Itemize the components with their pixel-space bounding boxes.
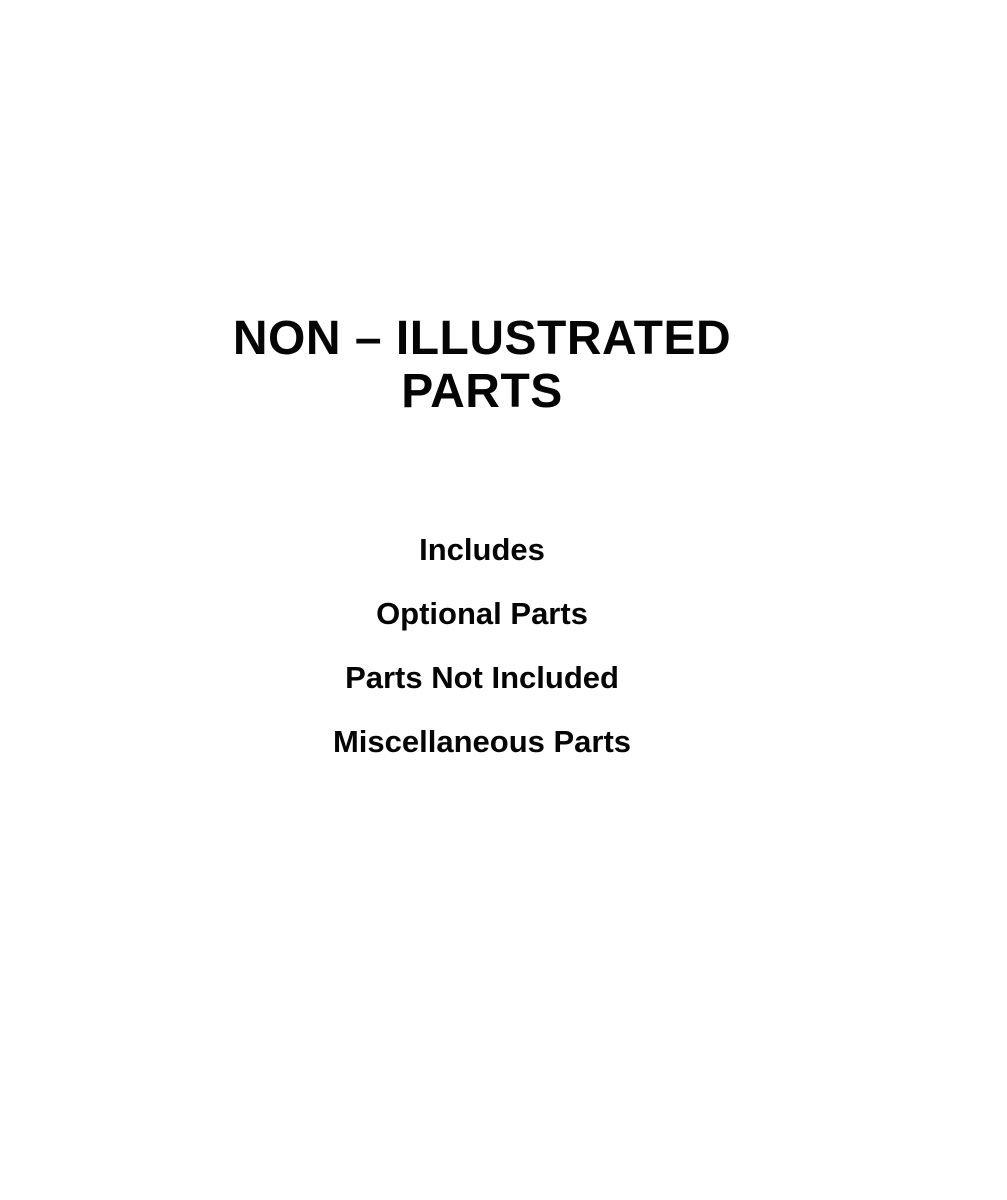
- parts-category-list: [0, 518, 964, 774]
- list-item-miscellaneous-parts: Miscellaneous Parts: [332, 724, 632, 759]
- list-item-optional-parts: Optional Parts: [376, 596, 588, 631]
- list-item-includes: Includes: [419, 532, 545, 567]
- page-title-line-2: PARTS: [401, 365, 563, 418]
- page-title: [0, 312, 964, 418]
- list-item-parts-not-included: Parts Not Included: [345, 660, 619, 695]
- page-title-line-1: NON – ILLUSTRATED: [232, 312, 732, 365]
